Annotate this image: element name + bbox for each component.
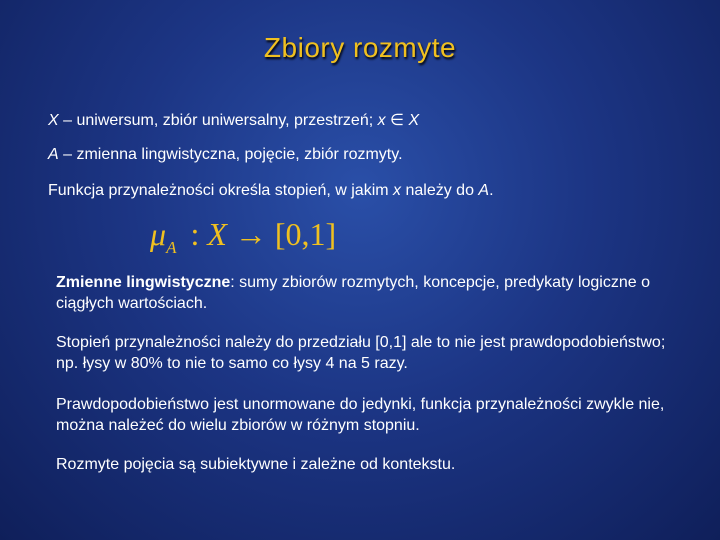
paragraph-membership-degree: Stopień przynależności należy do przedziału [0,1] ale to nie jest prawdopodobieństwo; np. łysy w 80% to nie to samo co łysy 4 na 5 razy. [56,334,666,372]
var-x-membership: x [393,182,402,199]
variable-text: – zmienna lingwistyczna, pojęcie, zbiór rozmyty. [58,146,403,163]
definition-variable [48,146,403,164]
var-A-membership: A [478,182,490,199]
paragraph-probability: Prawdopodobieństwo jest unormowane do jedynki, funkcja przynależności zwykle nie, można należeć do wielu zbiorów w różnym stopniu. [56,396,665,434]
formula-arrow: → [226,216,275,252]
formula-X: X [207,216,227,252]
membership-formula [150,216,337,257]
universe-text: – uniwersum, zbiór uniwersalny, przestrzeń; [58,112,378,129]
element-of-symbol: ∈ [385,112,409,129]
var-A: A [48,146,59,163]
var-X-2: X [408,112,420,129]
definition-universe [48,110,419,130]
membership-pre: Funkcja przynależności określa stopień, w jakim [48,182,394,199]
membership-mid: należy do [401,182,479,199]
mu-symbol: μ [150,216,167,252]
mu-subscript: A [166,238,177,257]
linguistic-variables-bold: Zmienne lingwistyczne [56,274,231,291]
slide-title: Zbiory rozmyte [263,32,457,63]
linguistic-variables-rest: : sumy zbiorów rozmytych, koncepcje, predykaty logiczne o ciągłych wartościach. [56,274,650,312]
membership-end: . [489,182,494,199]
formula-colon: : [182,216,208,252]
var-x: x [377,112,386,129]
paragraph-linguistic-variables [56,272,676,314]
formula-range: [0,1] [274,216,337,252]
paragraph-subjective: Rozmyte pojęcia są subiektywne i zależne od kontekstu. [56,456,456,473]
definition-membership [48,182,494,200]
var-X: X [48,112,59,129]
